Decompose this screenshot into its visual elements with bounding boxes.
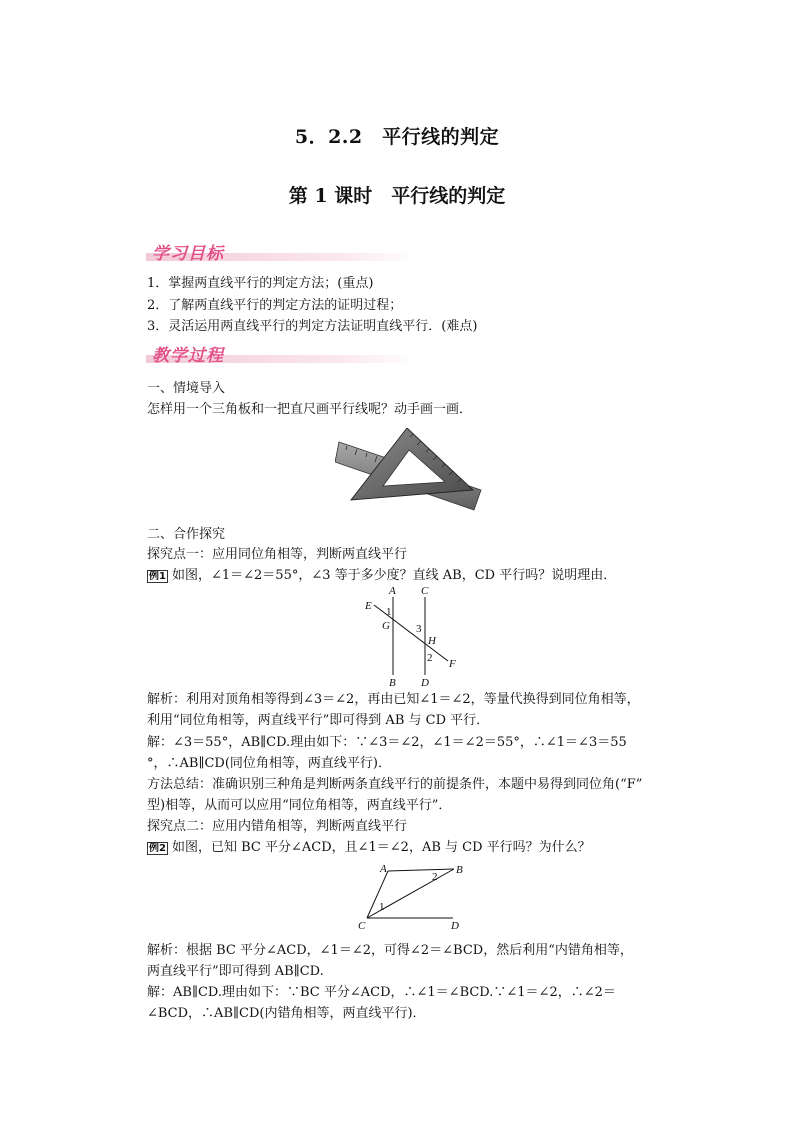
ex1-method-line1: 方法总结：准确识别三种角是判断两条直线平行的前提条件，本题中易得到同位角(“F” <box>147 777 643 792</box>
ex2-solution-line1: 解：AB∥CD.理由如下：∵BC 平分∠ACD，∴∠1＝∠BCD.∵∠1＝∠2，∴∠2＝ <box>147 985 616 1000</box>
objectives-tag-label: 学习目标 <box>152 244 224 264</box>
fig1-label-h: H <box>428 635 436 647</box>
ex1-analysis-line2: 利用“同位角相等，两直线平行”即可得到 AB 与 CD 平行． <box>147 713 490 728</box>
fig2-label-d: D <box>451 920 459 932</box>
segment-ab <box>388 869 454 871</box>
intro-text: 怎样用一个三角板和一把直尺画平行线呢？动手画一画． <box>147 402 473 417</box>
ex1-analysis-text1: 解析：利用对顶角相等得到∠3＝∠2，再由已知∠1＝∠2，等量代换得到同位角相等， <box>147 692 640 707</box>
fig2-label-b: B <box>456 864 463 876</box>
fig2-label-a: A <box>380 863 387 875</box>
intro-heading: 一、情境导入 <box>147 381 226 396</box>
process-tag <box>146 343 418 367</box>
ruler-triangle-illustration <box>335 428 485 514</box>
figure-1-parallel-lines <box>360 585 470 690</box>
example-1-question <box>147 566 616 585</box>
ex2-analysis-line2: 两直线平行”即可得到 AB∥CD. <box>147 964 324 979</box>
ex2-solution-line2: ∠BCD，∴AB∥CD(内错角相等，两直线平行)． <box>147 1006 426 1021</box>
objectives-tag <box>146 241 418 265</box>
fig1-angle-3: 3 <box>416 623 422 635</box>
fig1-label-c: C <box>421 585 429 597</box>
fig1-angle-2: 2 <box>427 652 433 664</box>
explore-point-2: 探究点二：应用内错角相等，判断两直线平行 <box>147 819 408 834</box>
fig1-label-e: E <box>365 600 372 612</box>
fig2-label-c: C <box>358 920 366 932</box>
fig1-angle-1: 1 <box>386 606 392 618</box>
process-tag-label: 教学过程 <box>152 346 224 366</box>
example-2-text: 如图，已知 BC 平分∠ACD，且∠1＝∠2，AB 与 CD 平行吗？为什么？ <box>171 840 591 855</box>
fig2-angle-2: 2 <box>432 871 438 883</box>
lesson-title: 第 1 课时 平行线的判定 <box>288 185 506 207</box>
figure-2-bisector <box>350 858 470 936</box>
ex1-solution-line2: °，∴AB∥CD(同位角相等，两直线平行)． <box>147 756 391 771</box>
ex1-solution-line1: 解：∠3＝55°，AB∥CD.理由如下：∵∠3＝∠2，∠1＝∠2＝55°，∴∠1＝∠3＝55 <box>147 735 627 750</box>
section-title: 5．2.2 平行线的判定 <box>294 126 500 148</box>
example-2-question <box>147 838 591 857</box>
objective-item: 3．灵活运用两直线平行的判定方法证明直线平行．(难点) <box>147 319 478 334</box>
segment-ac <box>367 871 388 918</box>
fig1-label-f: F <box>449 658 456 670</box>
ex1-method-line2: 型)相等，从而可以应用“同位角相等，两直线平行”． <box>147 798 452 813</box>
fig1-label-g: G <box>382 620 390 632</box>
example-1-text: 如图，∠1＝∠2＝55°，∠3 等于多少度？直线 AB，CD 平行吗？说明理由． <box>171 568 617 583</box>
fig1-label-a: A <box>389 585 396 597</box>
ex2-analysis-line1: 解析：根据 BC 平分∠ACD，∠1＝∠2，可得∠2＝∠BCD，然后利用“内错角相等， <box>147 943 633 958</box>
example-1-badge: 例1 <box>149 571 166 582</box>
explore-heading: 二、合作探究 <box>147 527 226 542</box>
ex1-analysis-line1 <box>147 690 640 709</box>
objective-item: 1．掌握两直线平行的判定方法；(重点) <box>147 276 374 291</box>
fig2-angle-1: 1 <box>379 901 385 913</box>
objective-item: 2．了解两直线平行的判定方法的证明过程； <box>147 298 403 313</box>
fig1-label-b: B <box>389 677 396 689</box>
example-2-badge: 例2 <box>149 843 166 854</box>
explore-point-1: 探究点一：应用同位角相等，判断两直线平行 <box>147 547 408 562</box>
fig1-label-d: D <box>421 677 429 689</box>
